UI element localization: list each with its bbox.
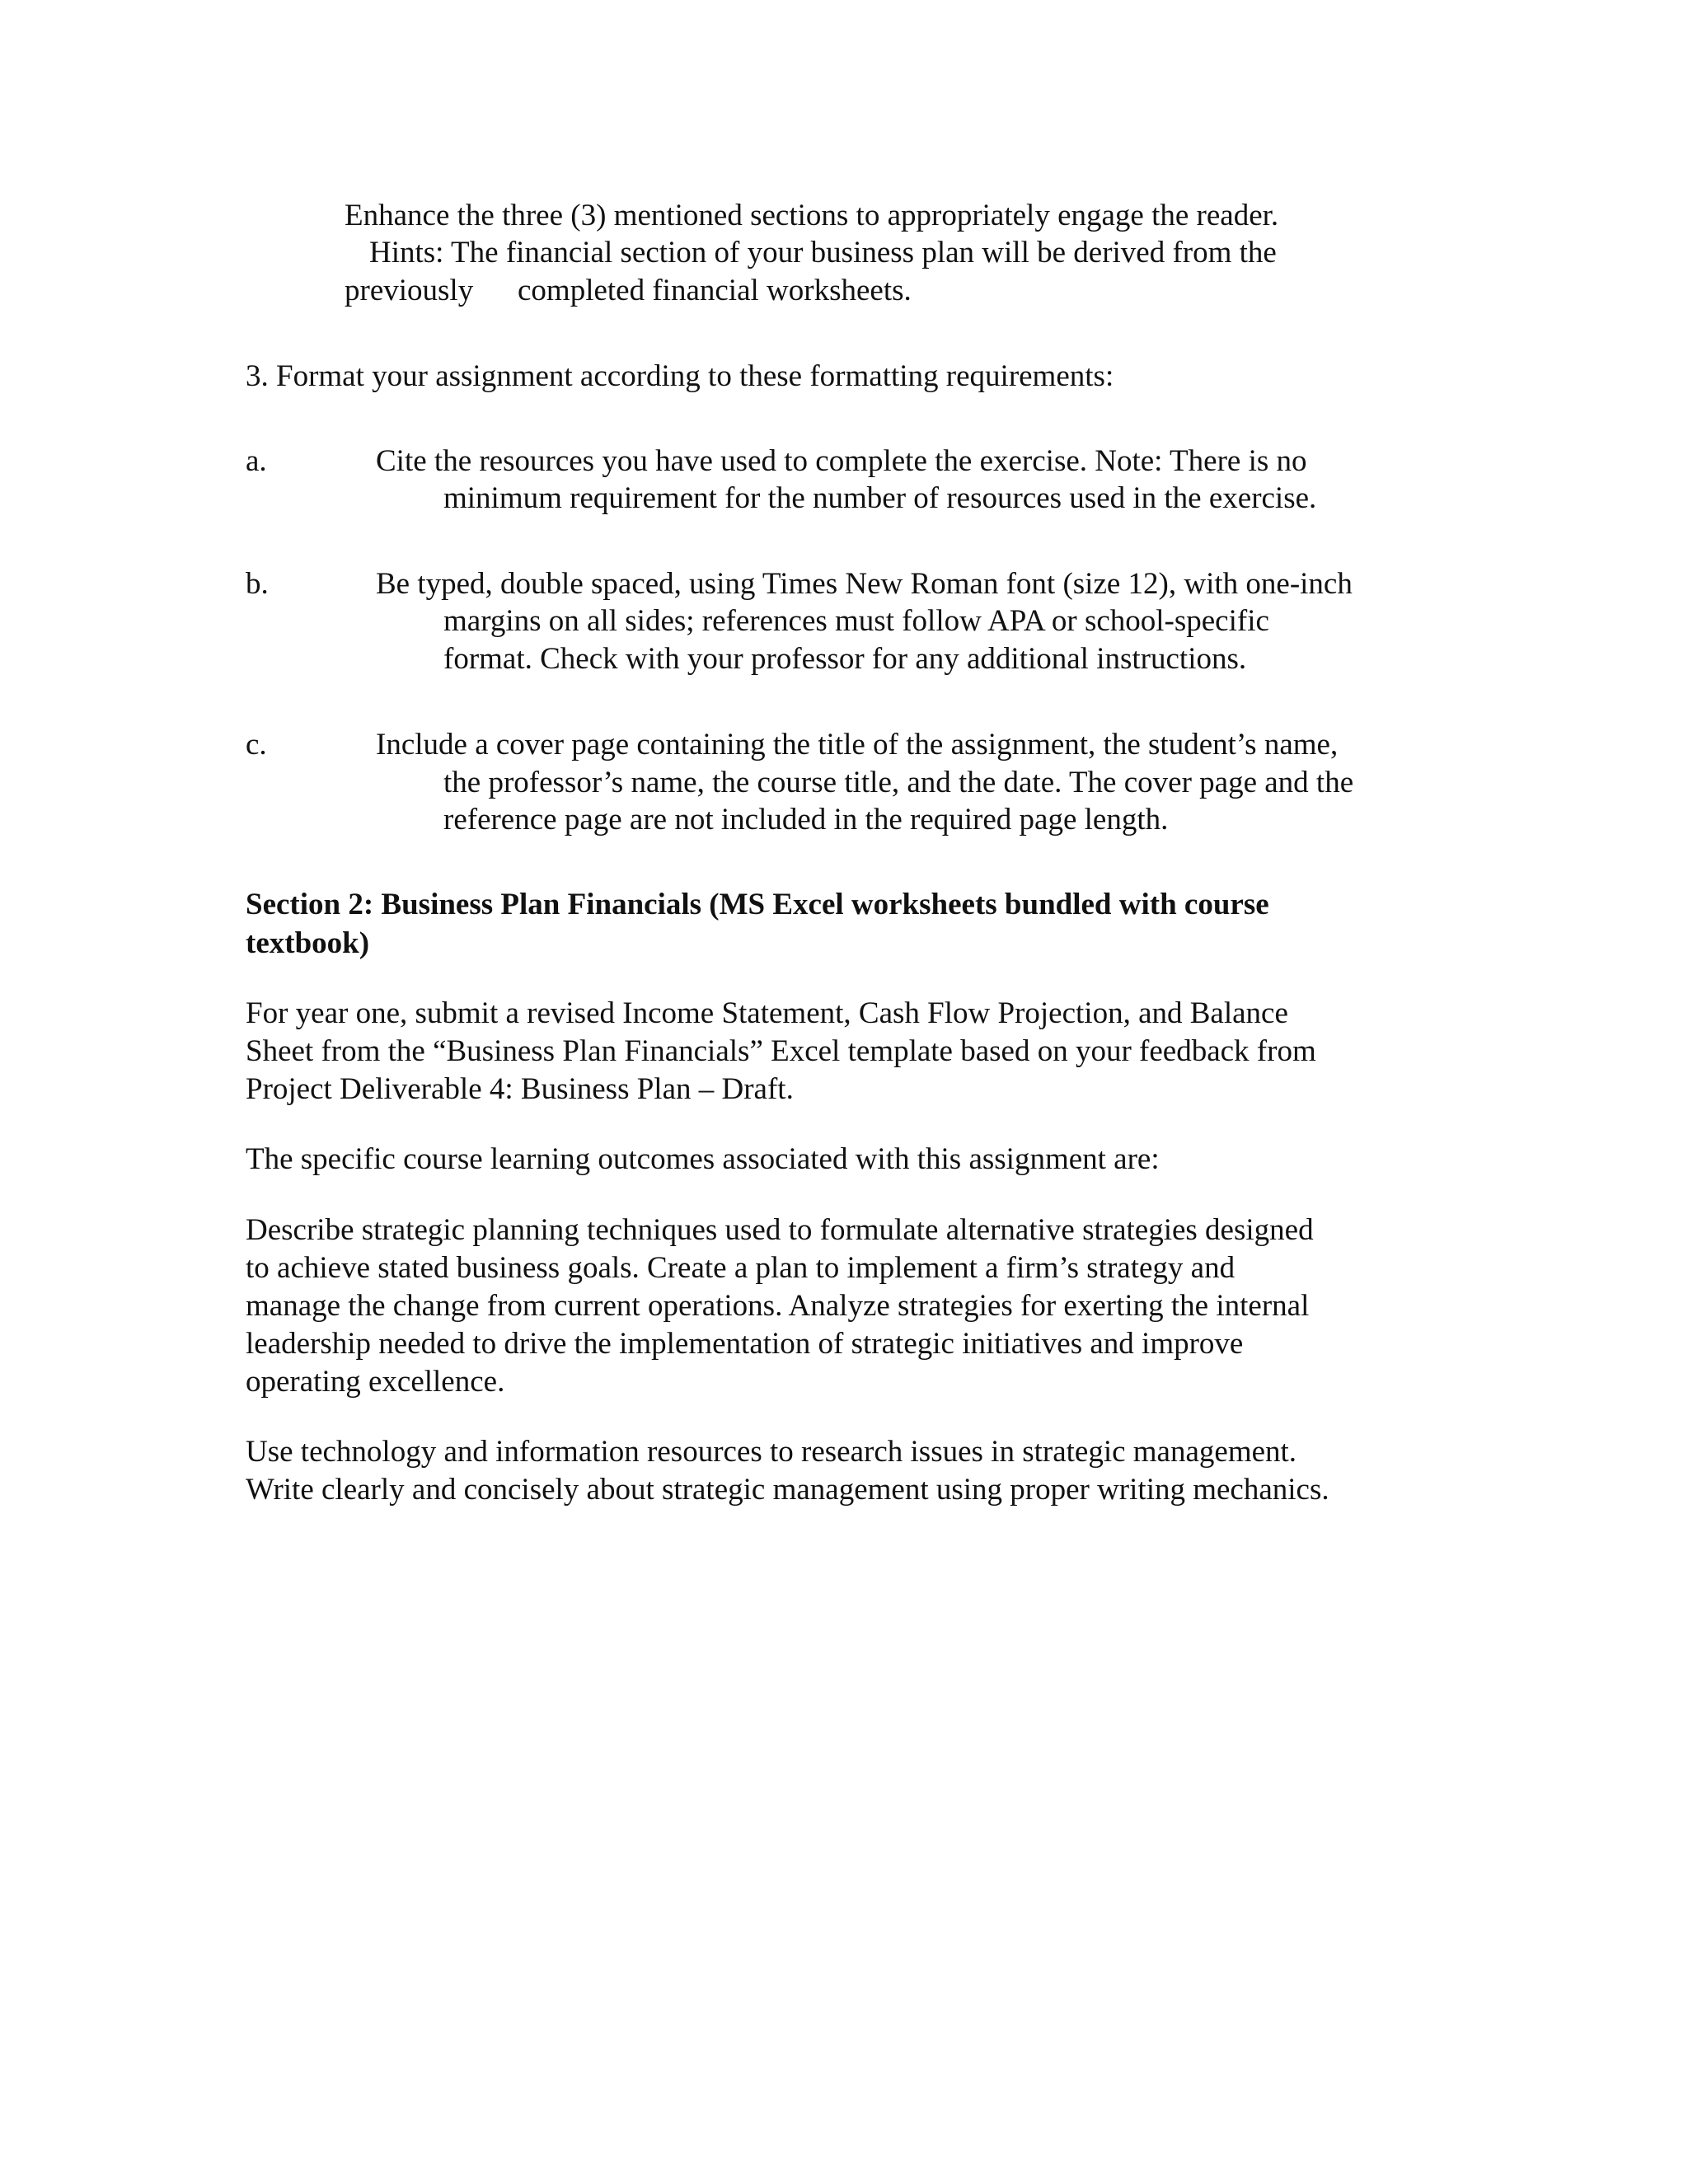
list-marker-a: a. xyxy=(246,444,267,478)
list-item-b-line-3: format. Check with your professor for any additional instructions. xyxy=(443,642,1247,676)
paragraph-4-line-1: Use technology and information resources to research issues in strategic management. xyxy=(246,1435,1297,1469)
paragraph-3-line-3: manage the change from current operations. Analyze strategies for exerting the internal xyxy=(246,1289,1310,1323)
list-marker-b: b. xyxy=(246,567,269,601)
paragraph-1-line-3: Project Deliverable 4: Business Plan – Draft. xyxy=(246,1072,794,1106)
list-item-b-line-2: margins on all sides; references must follow APA or school-specific xyxy=(443,604,1269,638)
intro-line-3a: previously xyxy=(345,274,474,307)
intro-line-1: Enhance the three (3) mentioned sections to appropriately engage the reader. xyxy=(345,199,1279,232)
paragraph-3-line-4: leadership needed to drive the implementation of strategic initiatives and improve xyxy=(246,1327,1244,1361)
paragraph-3-line-1: Describe strategic planning techniques used to formulate alternative strategies designed xyxy=(246,1213,1314,1247)
list-item-a-line-2: minimum requirement for the number of resources used in the exercise. xyxy=(443,481,1317,515)
paragraph-3-line-2: to achieve stated business goals. Create a plan to implement a firm’s strategy and xyxy=(246,1251,1236,1285)
paragraph-1-line-1: For year one, submit a revised Income Statement, Cash Flow Projection, and Balance xyxy=(246,996,1288,1030)
list-marker-c: c. xyxy=(246,728,267,762)
section-2-heading-line-2: textbook) xyxy=(246,926,370,960)
list-item-c-line-2: the professor’s name, the course title, and the date. The cover page and the xyxy=(443,766,1354,799)
intro-line-2: Hints: The financial section of your business plan will be derived from the xyxy=(369,236,1277,269)
list-item-b-line-1: Be typed, double spaced, using Times New Roman font (size 12), with one-inch xyxy=(376,567,1353,601)
list-item-c-line-1: Include a cover page containing the title of the assignment, the student’s name, xyxy=(376,728,1339,762)
section-2-heading-line-1: Section 2: Business Plan Financials (MS Excel worksheets bundled with course xyxy=(246,888,1269,921)
intro-line-3b: completed financial worksheets. xyxy=(518,274,912,307)
paragraph-3-line-5: operating excellence. xyxy=(246,1365,505,1399)
list-item-c-line-3: reference page are not included in the required page length. xyxy=(443,803,1169,837)
list-item-a-line-1: Cite the resources you have used to complete the exercise. Note: There is no xyxy=(376,444,1307,478)
paragraph-1-line-2: Sheet from the “Business Plan Financials” Excel template based on your feedback from xyxy=(246,1034,1316,1068)
item-3-heading: 3. Format your assignment according to these formatting requirements: xyxy=(246,359,1114,393)
paragraph-2-line-1: The specific course learning outcomes associated with this assignment are: xyxy=(246,1142,1160,1176)
paragraph-4-line-2: Write clearly and concisely about strategic management using proper writing mechanics. xyxy=(246,1473,1329,1507)
